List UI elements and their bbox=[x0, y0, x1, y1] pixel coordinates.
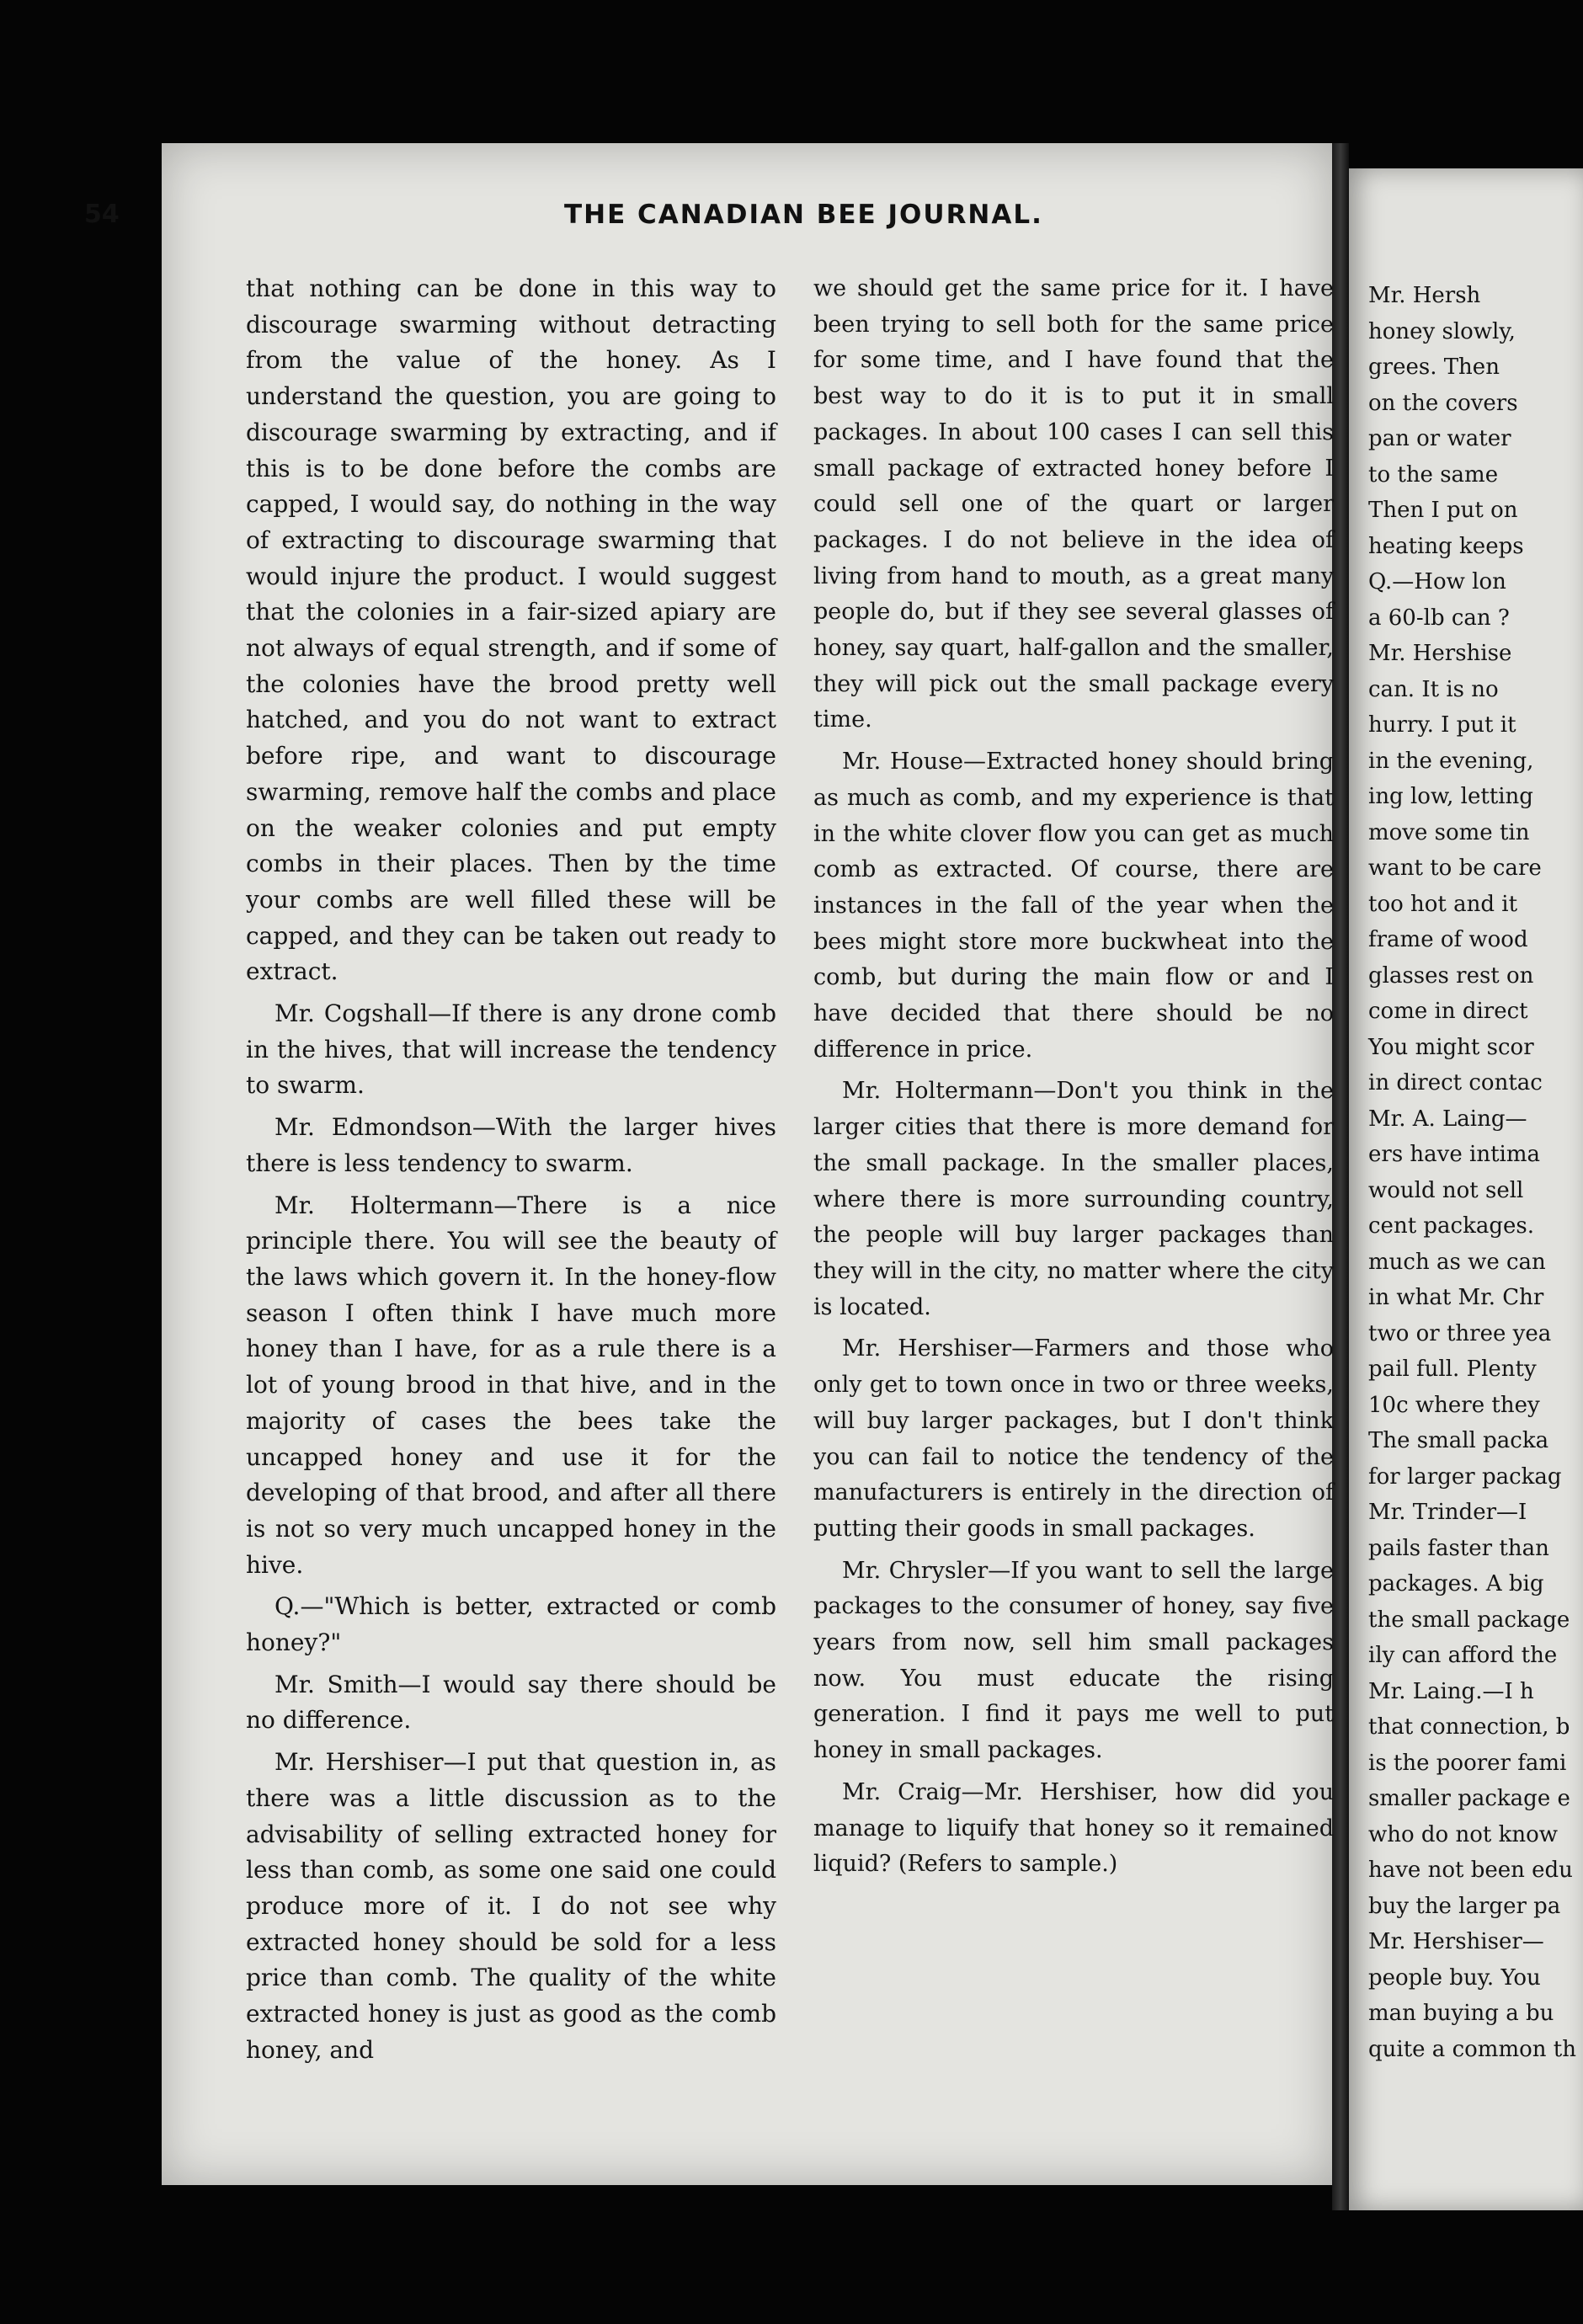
paragraph: that nothing can be done in this way to discourage swarming without detracting from the value of the honey. As I understand the question, you are going to discourage swarming by extracting, and if this is to be done before the combs are capped, I would say, do nothing in the way of extracting to discourage swarming that would injure the product. I would suggest that the colonies in a fair-sized apiary are not always of equal strength, and if some of the colonies have the brood pretty well hatched, and you do not want to extract before ripe, and want to discourage swarming, remove half the combs and place on the weaker colonies and put empty combs in their places. Then by the time your combs are well filled these will be capped, and they can be taken out ready to extract. bbox=[246, 275, 776, 986]
text-line: in direct contac bbox=[1368, 1070, 1543, 1095]
text-line: pan or water bbox=[1368, 426, 1511, 451]
text-line: for larger packag bbox=[1368, 1463, 1562, 1490]
paragraph: Mr. Edmondson—With the larger hives there is less tendency to swarm. bbox=[246, 1113, 776, 1177]
text-line: move some tin bbox=[1368, 819, 1530, 845]
text-line: Mr. Hershiser— bbox=[1368, 1929, 1544, 1954]
text-line: pails faster than bbox=[1368, 1535, 1549, 1561]
column-right-cropped bbox=[1368, 278, 1583, 2067]
paragraph: Mr. Cogshall—If there is any drone comb in the hives, that will increase the tendency to swarm. bbox=[246, 999, 776, 1100]
text-line: You might scor bbox=[1368, 1034, 1534, 1060]
text-line: ing low, letting bbox=[1368, 784, 1533, 809]
text-line: want to be care bbox=[1368, 856, 1542, 881]
paragraph: Mr. Hershiser—I put that question in, as there was a little discussion as to the advisability of selling extracted honey for less than comb, as some one said one could produce more of it. I do not see why extracted honey should be sold for a less price than comb. The quality of the white extracted honey is just as good as the comb honey, and bbox=[246, 1748, 776, 2064]
text-line: ily can afford the bbox=[1368, 1643, 1558, 1668]
text-line: cent packages. bbox=[1368, 1213, 1535, 1239]
text-line: Mr. Hersh bbox=[1368, 283, 1481, 308]
text-line: people buy. You bbox=[1368, 1964, 1541, 1991]
text-line: can. It is no bbox=[1368, 676, 1499, 702]
text-line: smaller package e bbox=[1368, 1786, 1570, 1811]
text-line: Mr. Hershise bbox=[1368, 641, 1512, 666]
text-line: pail full. Plenty bbox=[1368, 1357, 1537, 1382]
paragraph: Mr. Hershiser—Farmers and those who only get to town once in two or three weeks, will buy larger packages, but I don't think you can fail to notice the tendency of the manufacturers is entirely in the direction of putting their goods in small packages. bbox=[813, 1335, 1334, 1542]
text-line: buy the larger pa bbox=[1368, 1893, 1561, 1919]
paragraph: Mr. Craig—Mr. Hershiser, how did you manage to liquify that honey so it remained liquid? (Refers to sample.) bbox=[813, 1778, 1334, 1878]
text-line: on the covers bbox=[1368, 390, 1518, 416]
text-line: Then I put on bbox=[1368, 498, 1518, 523]
text-line: who do not know bbox=[1368, 1821, 1558, 1847]
text-line: Mr. Trinder—I bbox=[1368, 1500, 1527, 1525]
text-line: quite a common th bbox=[1368, 2036, 1576, 2062]
text-line: too hot and it bbox=[1368, 891, 1518, 917]
text-line: have not been edu bbox=[1368, 1858, 1573, 1883]
text-line: to the same bbox=[1368, 461, 1499, 488]
text-line: a 60-lb can ? bbox=[1368, 605, 1510, 631]
text-line: is the poorer fami bbox=[1368, 1750, 1567, 1776]
paragraph: Mr. House—Extracted honey should bring as much as comb, and my experience is that in the white clover flow you can get as much comb as extracted. Of course, there are instances in the fall of the year when the bees might store more buckwheat into the comb, but during the main flow or and I have decided that there should be no difference in price. bbox=[813, 749, 1334, 1063]
text-line: would not sell bbox=[1368, 1177, 1524, 1203]
text-line: come in direct bbox=[1368, 999, 1528, 1024]
text-line: in the evening, bbox=[1368, 748, 1534, 774]
journal-title: THE CANADIAN BEE JOURNAL. bbox=[564, 200, 1043, 230]
text-line: man buying a bu bbox=[1368, 2001, 1554, 2026]
text-line: Mr. Laing.—I h bbox=[1368, 1678, 1534, 1704]
text-line: ers have intima bbox=[1368, 1142, 1540, 1167]
text-line: in what Mr. Chr bbox=[1368, 1285, 1544, 1310]
paragraph: we should get the same price for it. I have been trying to sell both for the same price for some time, and I have found that the best way to do it is to put it in small packages. In about 100 cases I can sell this small package of extracted honey before I could sell one of the quart or larger packages. I do not believe in the idea of living from hand to mouth, as a great many people do, but if they see several glasses of honey, say quart, half-gallon and the smaller, they will pick out the small package every time. bbox=[813, 275, 1334, 733]
paragraph: Mr. Smith—I would say there should be no difference. bbox=[246, 1670, 776, 1735]
text-line: grees. Then bbox=[1368, 354, 1500, 380]
page-number: 54 bbox=[84, 200, 120, 229]
text-line: Q.—How lon bbox=[1368, 569, 1506, 594]
text-line: heating keeps bbox=[1368, 533, 1524, 559]
text-line: The small packa bbox=[1368, 1428, 1549, 1453]
paragraph: Mr. Holtermann—There is a nice principle there. You will see the beauty of the laws which govern it. In the honey-flow season I often think I have much more honey than I have, for as a rule there is a lot of young brood in that hive, and in the majority of cases the bees take the uncapped honey and use it for the developing of that brood, and after all there is not so very much uncapped honey in the hive. bbox=[246, 1191, 776, 1579]
column-left bbox=[246, 271, 776, 2074]
text-line: glasses rest on bbox=[1368, 962, 1534, 989]
text-line: two or three yea bbox=[1368, 1320, 1552, 1346]
column-middle bbox=[813, 271, 1334, 1889]
text-line: honey slowly, bbox=[1368, 318, 1516, 344]
paragraph: Q.—"Which is better, extracted or comb honey?" bbox=[246, 1592, 776, 1657]
paragraph: Mr. Chrysler—If you want to sell the large packages to the consumer of honey, say five years from now, sell him small packages now. You must educate the rising generation. I find it pays me well to put honey in small packages. bbox=[813, 1557, 1334, 1764]
paragraph: Mr. Holtermann—Don't you think in the larger cities that there is more demand for the small package. In the smaller places, where there is more surrounding country, the people will buy larger packages than they will in the city, no matter where the city is located. bbox=[813, 1078, 1334, 1320]
text-line: 10c where they bbox=[1368, 1392, 1540, 1418]
text-line: Mr. A. Laing— bbox=[1368, 1106, 1527, 1132]
text-line: much as we can bbox=[1368, 1249, 1546, 1275]
text-line: frame of wood bbox=[1368, 927, 1528, 952]
text-line: hurry. I put it bbox=[1368, 712, 1516, 738]
text-line: the small package bbox=[1368, 1607, 1570, 1633]
text-line: packages. A big bbox=[1368, 1571, 1544, 1596]
book-gutter bbox=[1332, 143, 1349, 2210]
text-line: that connection, b bbox=[1368, 1714, 1570, 1740]
